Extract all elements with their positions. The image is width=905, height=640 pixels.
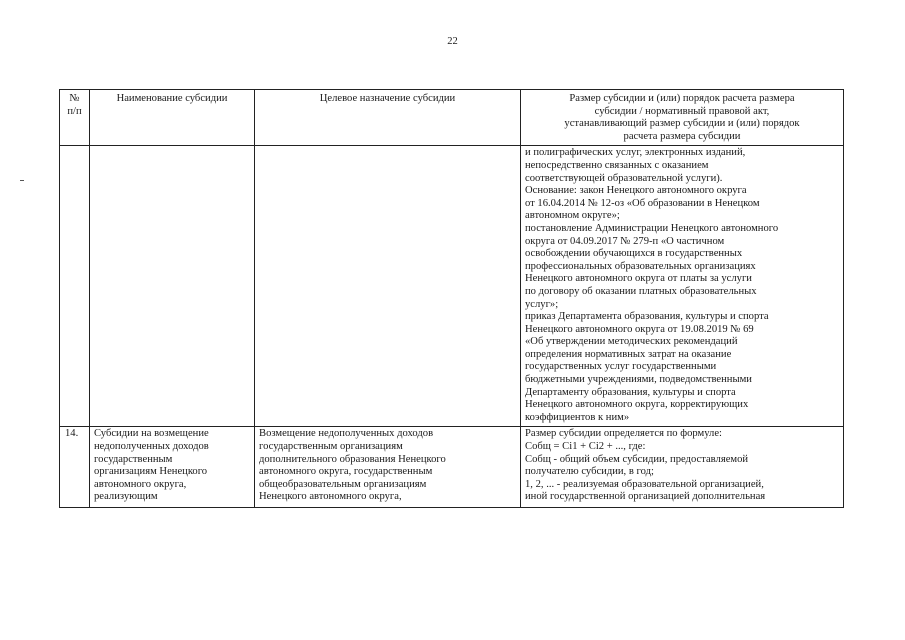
text-line: Ненецкого автономного округа, корректирующих — [525, 399, 749, 411]
text-line: Размер субсидии определяется по формуле: — [525, 428, 722, 440]
row-14-num — [60, 427, 90, 508]
text-line: дополнительного образования Ненецкого — [259, 453, 446, 465]
continuation-size-cell — [521, 146, 844, 427]
continuation-name-cell — [90, 146, 255, 427]
text-line: Размер субсидии и (или) порядок расчета размера — [569, 93, 795, 104]
continuation-purpose-cell — [255, 146, 521, 427]
text-line: п/п — [67, 105, 82, 117]
header-name — [90, 90, 255, 146]
text-line: получателю субсидии, в год; — [525, 466, 654, 478]
text-line: иной государственной организацией дополнительная — [525, 491, 766, 503]
text-line: бюджетными учреждениями, подведомственными — [525, 374, 752, 386]
text-line: 1, 2, ... - реализуемая образовательной организацией, — [525, 478, 764, 490]
text-line: соответствующей образовательной услуги). — [525, 172, 723, 184]
text-line: устанавливающий размер субсидии и (или) порядок — [564, 118, 800, 130]
text-line: Целевое назначение субсидии — [319, 93, 456, 104]
text-line: «Об утверждении методических рекомендаций — [525, 336, 738, 348]
text-line: общеобразовательным организациям — [259, 478, 427, 490]
page-number: 22 — [447, 36, 458, 47]
text-line: Наименование субсидии — [116, 93, 228, 104]
text-line: Собщ - общий объем субсидии, предоставляемой — [525, 453, 749, 465]
text-line: от 16.04.2014 № 12-оз «Об образовании в Ненецком — [525, 197, 760, 209]
text-line: Возмещение недополученных доходов — [259, 428, 434, 440]
text-line: государственным — [94, 453, 173, 465]
header-size — [521, 90, 844, 146]
text-line: Собщ = Ci1 + Ci2 + ..., где: — [525, 441, 646, 453]
text-line: Субсидии на возмещение — [94, 428, 209, 440]
text-line: Основание: закон Ненецкого автономного округа — [525, 185, 747, 197]
text-line: государственных услуг государственными — [525, 361, 717, 373]
text-line: Департаменту образования, культуры и спорта — [525, 386, 736, 398]
text-line: округа от 04.09.2017 № 279-п «О частичном — [525, 235, 725, 247]
text-line: № — [69, 93, 80, 104]
text-line: автономном округе»; — [525, 210, 620, 222]
text-line: услуг»; — [525, 298, 559, 310]
header-num — [60, 90, 90, 146]
continuation-num-cell — [60, 146, 90, 427]
row-14-purpose — [255, 427, 521, 508]
row-14-name — [90, 427, 255, 508]
text-line: профессиональных образовательных организациях — [525, 260, 756, 272]
text-line: освобождении обучающихся в государственных — [525, 248, 743, 260]
row-14-size — [521, 427, 844, 508]
text-line: Ненецкого автономного округа, — [259, 491, 402, 503]
text-line: автономного округа, государственным — [259, 466, 433, 478]
margin-mark — [20, 180, 24, 181]
text-line: Ненецкого автономного округа от платы за услуги — [525, 273, 752, 285]
text-line: реализующим — [94, 491, 158, 503]
text-line: по договору об оказании платных образовательных — [525, 285, 757, 297]
text-line: коэффициентов к ним» — [525, 411, 630, 423]
text-line: организациям Ненецкого — [94, 466, 208, 478]
text-line: и полиграфических услуг, электронных изданий, — [525, 147, 746, 159]
text-line: непосредственно связанных с оказанием — [525, 159, 709, 171]
text-line: государственным организациям — [259, 441, 403, 453]
row-14-num-text: 14. — [65, 428, 79, 440]
text-line: расчета размера субсидии — [623, 130, 741, 142]
text-line: определения нормативных затрат на оказание — [525, 348, 732, 360]
subsidy-table — [59, 89, 844, 508]
table-row-14 — [60, 427, 844, 508]
text-line: автономного округа, — [94, 478, 187, 490]
text-line: субсидии / нормативный правовой акт, — [594, 105, 770, 117]
text-line: приказ Департамента образования, культуры и спорта — [525, 311, 769, 323]
header-purpose — [255, 90, 521, 146]
text-line: Ненецкого автономного округа от 19.08.2019 № 69 — [525, 323, 754, 335]
table-row-continuation — [60, 146, 844, 427]
table-header-row — [60, 90, 844, 146]
text-line: постановление Администрации Ненецкого автономного — [525, 222, 779, 234]
text-line: недополученных доходов — [94, 441, 209, 453]
